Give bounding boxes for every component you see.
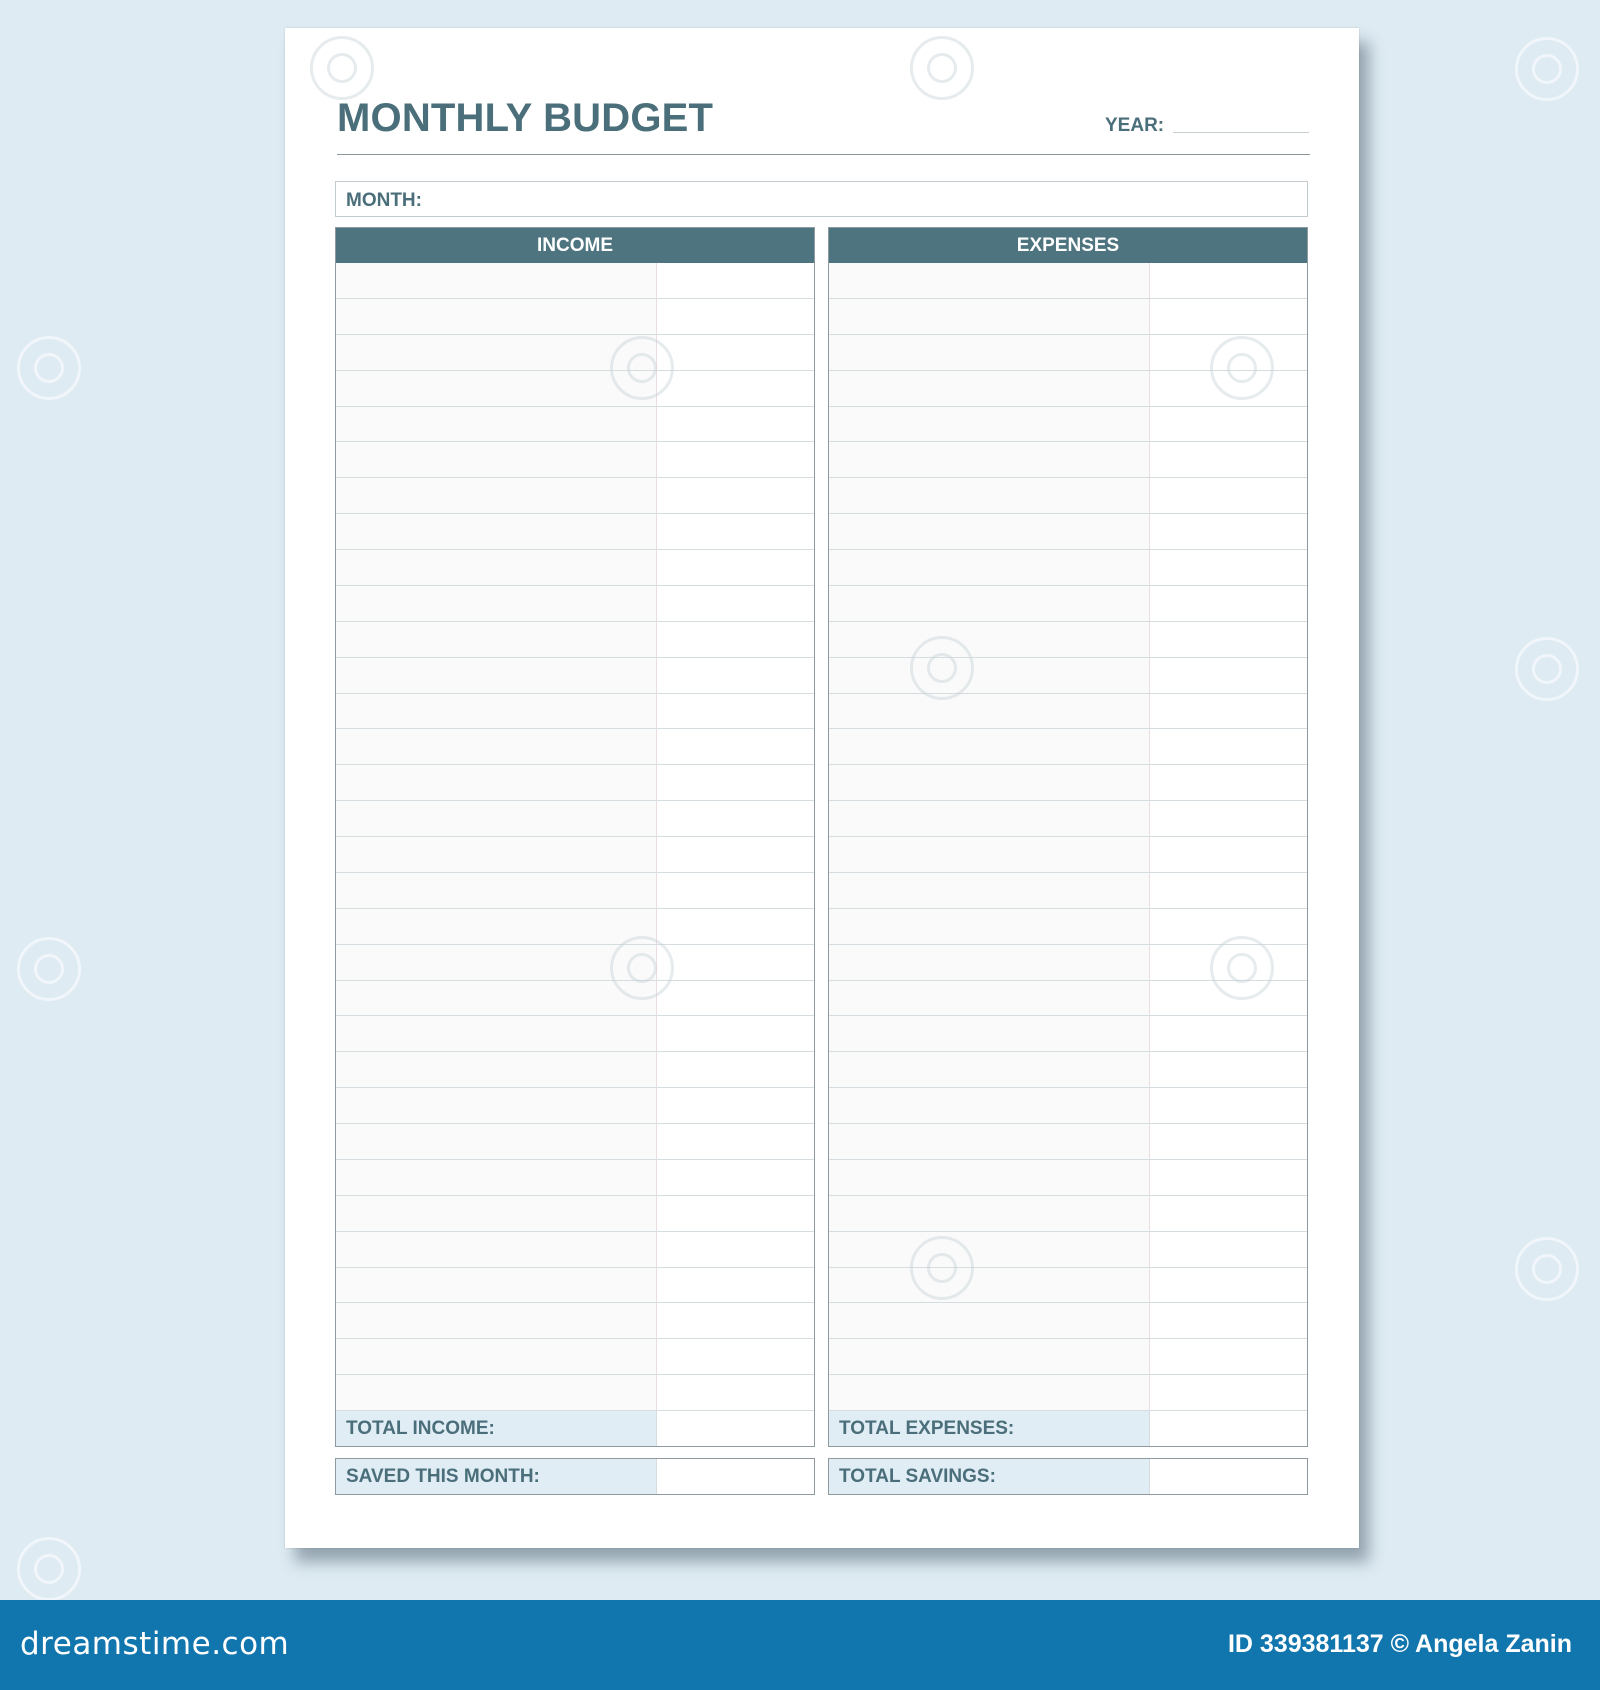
expenses-description-cell[interactable]: [829, 1052, 1150, 1087]
expenses-table-row: [829, 622, 1307, 658]
expenses-description-cell[interactable]: [829, 514, 1150, 549]
income-amount-cell[interactable]: [657, 1160, 814, 1195]
income-header: INCOME: [336, 228, 814, 263]
income-table-row: [336, 981, 814, 1017]
expenses-description-cell[interactable]: [829, 1016, 1150, 1051]
watermark-swirl-icon: [17, 937, 81, 1001]
total-income-row: [336, 1411, 814, 1446]
watermark-swirl-icon: [1515, 37, 1579, 101]
income-amount-cell[interactable]: [657, 550, 814, 585]
income-table-row: [336, 550, 814, 586]
income-description-cell[interactable]: [336, 945, 657, 980]
income-description-cell[interactable]: [336, 729, 657, 764]
income-table-row: [336, 1016, 814, 1052]
income-amount-cell[interactable]: [657, 335, 814, 370]
expenses-description-cell[interactable]: [829, 1196, 1150, 1231]
income-amount-cell[interactable]: [657, 407, 814, 442]
expenses-amount-cell[interactable]: [1150, 1339, 1307, 1374]
income-description-cell[interactable]: [336, 1160, 657, 1195]
income-amount-cell[interactable]: [657, 1052, 814, 1087]
expenses-table-row: [829, 765, 1307, 801]
income-amount-cell[interactable]: [657, 1232, 814, 1267]
month-field[interactable]: [335, 181, 1308, 217]
expenses-amount-cell[interactable]: [1150, 263, 1307, 298]
expenses-description-cell[interactable]: [829, 873, 1150, 908]
saved-this-month-value-field[interactable]: [657, 1459, 814, 1494]
watermark-swirl-icon: [310, 36, 374, 100]
footer-credit: ID 339381137 © Angela Zanin: [1227, 1630, 1572, 1658]
page-title: MONTHLY BUDGET: [337, 96, 714, 140]
income-table-row: [336, 1088, 814, 1124]
year-field[interactable]: [1173, 132, 1309, 133]
watermark-swirl-icon: [910, 636, 974, 700]
income-table-row: [336, 586, 814, 622]
year-label: YEAR:: [1105, 115, 1165, 136]
income-amount-cell[interactable]: [657, 1124, 814, 1159]
expenses-table-row: [829, 1052, 1307, 1088]
expenses-amount-cell[interactable]: [1150, 550, 1307, 585]
income-table-row: [336, 1339, 814, 1375]
expenses-description-cell[interactable]: [829, 909, 1150, 944]
income-description-cell[interactable]: [336, 1124, 657, 1159]
income-amount-cell[interactable]: [657, 658, 814, 693]
expenses-amount-cell[interactable]: [1150, 873, 1307, 908]
income-table-row: [336, 514, 814, 550]
title-divider: [337, 154, 1310, 155]
income-description-cell[interactable]: [336, 1016, 657, 1051]
expenses-table-row: [829, 1232, 1307, 1268]
expenses-description-cell[interactable]: [829, 407, 1150, 442]
expenses-table-row: [829, 442, 1307, 478]
expenses-table-row: [829, 1016, 1307, 1052]
expenses-description-cell[interactable]: [829, 945, 1150, 980]
expenses-description-cell[interactable]: [829, 1124, 1150, 1159]
total-expenses-row: [829, 1411, 1307, 1446]
total-expenses-label: TOTAL EXPENSES:: [829, 1411, 1150, 1446]
expenses-table-row: [829, 837, 1307, 873]
total-savings-value-field[interactable]: [1150, 1459, 1307, 1494]
income-description-cell[interactable]: [336, 1303, 657, 1338]
expenses-description-cell[interactable]: [829, 837, 1150, 872]
income-description-cell[interactable]: [336, 550, 657, 585]
income-table-row: [336, 909, 814, 945]
expenses-table-row: [829, 1160, 1307, 1196]
month-label: MONTH:: [346, 190, 422, 211]
expenses-description-cell[interactable]: [829, 1160, 1150, 1195]
watermark-swirl-icon: [1210, 336, 1274, 400]
expenses-table-row: [829, 873, 1307, 909]
income-amount-cell[interactable]: [657, 837, 814, 872]
income-table-row: [336, 478, 814, 514]
expenses-description-cell[interactable]: [829, 335, 1150, 370]
expenses-description-cell[interactable]: [829, 1375, 1150, 1410]
income-description-cell[interactable]: [336, 371, 657, 406]
income-description-cell[interactable]: [336, 514, 657, 549]
expenses-header: EXPENSES: [829, 228, 1307, 263]
income-amount-cell[interactable]: [657, 514, 814, 549]
saved-this-month-row: [335, 1458, 815, 1495]
income-description-cell[interactable]: [336, 1196, 657, 1231]
expenses-table-row: [829, 478, 1307, 514]
income-description-cell[interactable]: [336, 909, 657, 944]
income-amount-cell[interactable]: [657, 371, 814, 406]
expenses-amount-cell[interactable]: [1150, 1052, 1307, 1087]
income-amount-cell[interactable]: [657, 1375, 814, 1410]
watermark-swirl-icon: [1515, 637, 1579, 701]
saved-this-month-label: SAVED THIS MONTH:: [336, 1459, 657, 1494]
income-table-row: [336, 1232, 814, 1268]
expenses-table-row: [829, 1339, 1307, 1375]
expenses-table: [828, 227, 1308, 1447]
income-table-row: [336, 1196, 814, 1232]
income-table-row: [336, 407, 814, 443]
expenses-description-cell[interactable]: [829, 729, 1150, 764]
total-income-value-field[interactable]: [657, 1411, 814, 1446]
expenses-description-cell[interactable]: [829, 371, 1150, 406]
expenses-table-row: [829, 1303, 1307, 1339]
expenses-description-cell[interactable]: [829, 586, 1150, 621]
income-amount-cell[interactable]: [657, 801, 814, 836]
expenses-amount-cell[interactable]: [1150, 1160, 1307, 1195]
income-amount-cell[interactable]: [657, 981, 814, 1016]
expenses-table-row: [829, 550, 1307, 586]
income-amount-cell[interactable]: [657, 263, 814, 298]
watermark-swirl-icon: [910, 36, 974, 100]
expenses-amount-cell[interactable]: [1150, 765, 1307, 800]
income-table-row: [336, 1303, 814, 1339]
watermark-swirl-icon: [610, 936, 674, 1000]
income-description-cell[interactable]: [336, 442, 657, 477]
expenses-amount-cell[interactable]: [1150, 837, 1307, 872]
expenses-amount-cell[interactable]: [1150, 586, 1307, 621]
expenses-rows: [829, 263, 1307, 1411]
income-table-row: [336, 1375, 814, 1411]
expenses-description-cell[interactable]: [829, 801, 1150, 836]
watermark-swirl-icon: [1515, 1237, 1579, 1301]
expenses-amount-cell[interactable]: [1150, 801, 1307, 836]
income-table-row: [336, 801, 814, 837]
income-amount-cell[interactable]: [657, 765, 814, 800]
income-description-cell[interactable]: [336, 873, 657, 908]
expenses-amount-cell[interactable]: [1150, 1268, 1307, 1303]
total-income-label: TOTAL INCOME:: [336, 1411, 657, 1446]
income-amount-cell[interactable]: [657, 478, 814, 513]
total-expenses-value-field[interactable]: [1150, 1411, 1307, 1446]
income-rows: [336, 263, 814, 1411]
income-table-row: [336, 694, 814, 730]
income-description-cell[interactable]: [336, 694, 657, 729]
income-amount-cell[interactable]: [657, 909, 814, 944]
expenses-amount-cell[interactable]: [1150, 514, 1307, 549]
expenses-description-cell[interactable]: [829, 694, 1150, 729]
income-amount-cell[interactable]: [657, 1196, 814, 1231]
expenses-table-row: [829, 1268, 1307, 1304]
expenses-description-cell[interactable]: [829, 550, 1150, 585]
income-amount-cell[interactable]: [657, 694, 814, 729]
expenses-description-cell[interactable]: [829, 263, 1150, 298]
income-table-row: [336, 1268, 814, 1304]
income-table-row: [336, 658, 814, 694]
income-table-row: [336, 945, 814, 981]
income-table-row: [336, 335, 814, 371]
income-description-cell[interactable]: [336, 478, 657, 513]
expenses-table-row: [829, 299, 1307, 335]
income-amount-cell[interactable]: [657, 729, 814, 764]
income-table-row: [336, 622, 814, 658]
income-amount-cell[interactable]: [657, 1016, 814, 1051]
income-table-row: [336, 729, 814, 765]
expenses-description-cell[interactable]: [829, 1088, 1150, 1123]
income-table-row: [336, 765, 814, 801]
expenses-amount-cell[interactable]: [1150, 407, 1307, 442]
watermark-swirl-icon: [910, 1236, 974, 1300]
expenses-amount-cell[interactable]: [1150, 299, 1307, 334]
expenses-amount-cell[interactable]: [1150, 478, 1307, 513]
expenses-amount-cell[interactable]: [1150, 1375, 1307, 1410]
expenses-amount-cell[interactable]: [1150, 729, 1307, 764]
expenses-table-row: [829, 658, 1307, 694]
income-description-cell[interactable]: [336, 765, 657, 800]
income-amount-cell[interactable]: [657, 299, 814, 334]
expenses-amount-cell[interactable]: [1150, 658, 1307, 693]
expenses-amount-cell[interactable]: [1150, 694, 1307, 729]
expenses-table-row: [829, 801, 1307, 837]
income-amount-cell[interactable]: [657, 1268, 814, 1303]
income-description-cell[interactable]: [336, 1268, 657, 1303]
expenses-table-row: [829, 586, 1307, 622]
income-description-cell[interactable]: [336, 801, 657, 836]
income-table-row: [336, 1124, 814, 1160]
watermark-footer-bar: [0, 1600, 1600, 1690]
income-table-row: [336, 442, 814, 478]
expenses-description-cell[interactable]: [829, 658, 1150, 693]
income-description-cell[interactable]: [336, 1339, 657, 1374]
expenses-table-row: [829, 729, 1307, 765]
budget-sheet: [285, 28, 1359, 1548]
total-savings-row: [828, 1458, 1308, 1495]
income-amount-cell[interactable]: [657, 1303, 814, 1338]
income-amount-cell[interactable]: [657, 586, 814, 621]
expenses-amount-cell[interactable]: [1150, 1124, 1307, 1159]
expenses-table-row: [829, 1375, 1307, 1411]
income-table-row: [336, 371, 814, 407]
expenses-amount-cell[interactable]: [1150, 1232, 1307, 1267]
income-table-row: [336, 263, 814, 299]
expenses-table-row: [829, 263, 1307, 299]
income-description-cell[interactable]: [336, 837, 657, 872]
expenses-description-cell[interactable]: [829, 442, 1150, 477]
expenses-amount-cell[interactable]: [1150, 1303, 1307, 1338]
income-table: [335, 227, 815, 1447]
expenses-description-cell[interactable]: [829, 478, 1150, 513]
expenses-table-row: [829, 407, 1307, 443]
expenses-table-row: [829, 1196, 1307, 1232]
income-description-cell[interactable]: [336, 335, 657, 370]
expenses-description-cell[interactable]: [829, 1303, 1150, 1338]
income-description-cell[interactable]: [336, 1232, 657, 1267]
expenses-amount-cell[interactable]: [1150, 1016, 1307, 1051]
income-table-row: [336, 299, 814, 335]
total-savings-label: TOTAL SAVINGS:: [829, 1459, 1150, 1494]
income-description-cell[interactable]: [336, 299, 657, 334]
expenses-description-cell[interactable]: [829, 981, 1150, 1016]
watermark-swirl-icon: [17, 1537, 81, 1601]
income-description-cell[interactable]: [336, 1052, 657, 1087]
income-table-row: [336, 837, 814, 873]
income-amount-cell[interactable]: [657, 442, 814, 477]
expenses-amount-cell[interactable]: [1150, 622, 1307, 657]
income-description-cell[interactable]: [336, 622, 657, 657]
income-description-cell[interactable]: [336, 407, 657, 442]
expenses-amount-cell[interactable]: [1150, 442, 1307, 477]
income-description-cell[interactable]: [336, 1375, 657, 1410]
income-amount-cell[interactable]: [657, 873, 814, 908]
expenses-description-cell[interactable]: [829, 1339, 1150, 1374]
income-amount-cell[interactable]: [657, 945, 814, 980]
watermark-swirl-icon: [17, 336, 81, 400]
watermark-swirl-icon: [610, 336, 674, 400]
expenses-description-cell[interactable]: [829, 765, 1150, 800]
income-description-cell[interactable]: [336, 586, 657, 621]
income-table-row: [336, 1160, 814, 1196]
expenses-amount-cell[interactable]: [1150, 1196, 1307, 1231]
footer-brand: dreamstime.com: [20, 1626, 290, 1662]
expenses-description-cell[interactable]: [829, 1232, 1150, 1267]
income-amount-cell[interactable]: [657, 1088, 814, 1123]
income-description-cell[interactable]: [336, 263, 657, 298]
watermark-swirl-icon: [1210, 936, 1274, 1000]
income-table-row: [336, 1052, 814, 1088]
expenses-description-cell[interactable]: [829, 1268, 1150, 1303]
income-table-row: [336, 873, 814, 909]
income-description-cell[interactable]: [336, 981, 657, 1016]
expenses-description-cell[interactable]: [829, 622, 1150, 657]
expenses-amount-cell[interactable]: [1150, 1088, 1307, 1123]
income-description-cell[interactable]: [336, 658, 657, 693]
income-amount-cell[interactable]: [657, 622, 814, 657]
income-amount-cell[interactable]: [657, 1339, 814, 1374]
expenses-table-row: [829, 694, 1307, 730]
expenses-table-row: [829, 1124, 1307, 1160]
expenses-description-cell[interactable]: [829, 299, 1150, 334]
expenses-table-row: [829, 514, 1307, 550]
expenses-table-row: [829, 1088, 1307, 1124]
income-description-cell[interactable]: [336, 1088, 657, 1123]
